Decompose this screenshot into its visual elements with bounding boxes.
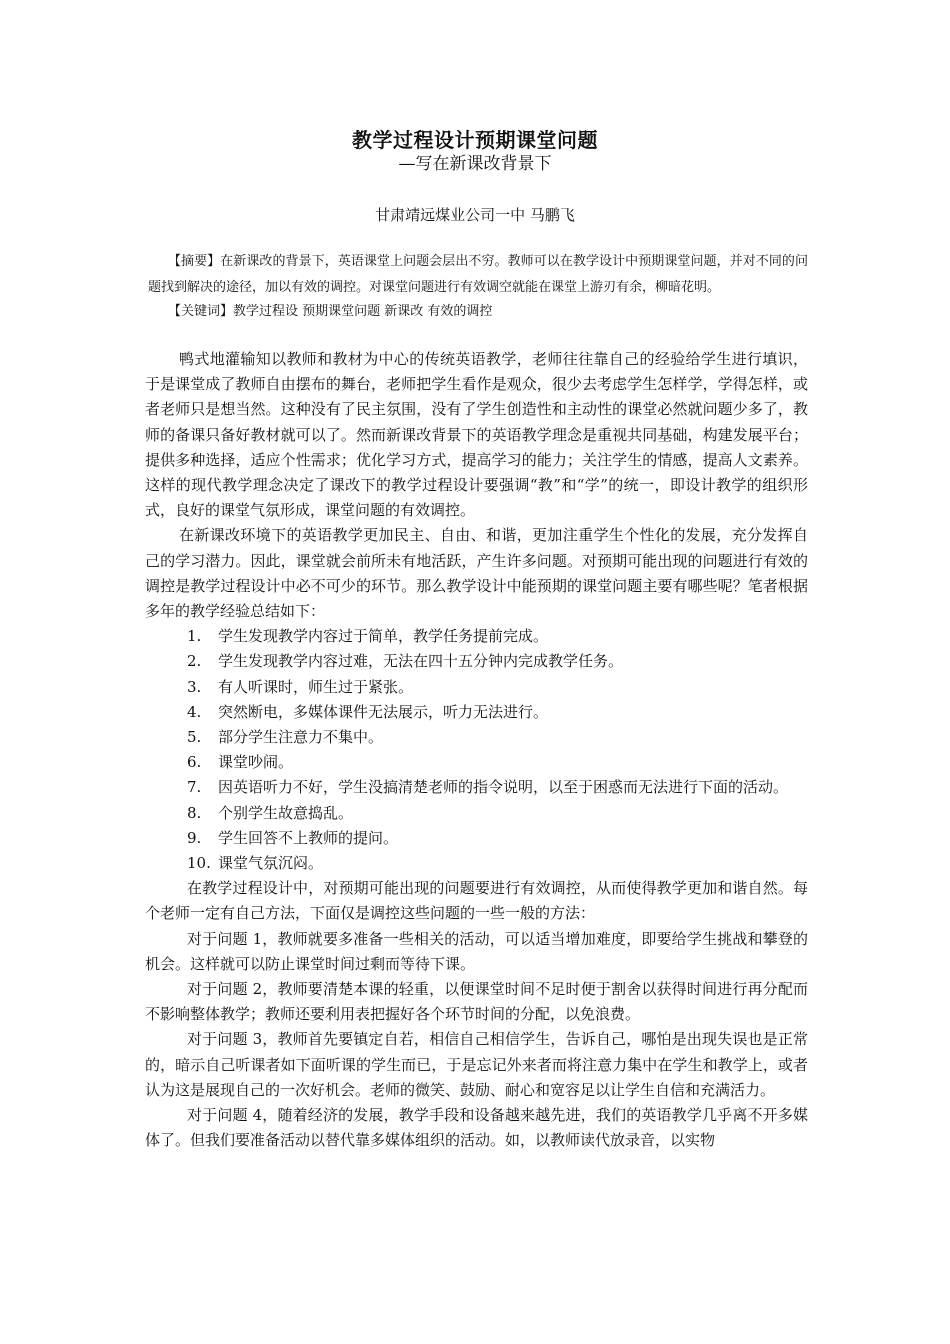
list-item — [145, 725, 808, 750]
list-item-text: 学生发现教学内容过于简单，教学任务提前完成。 — [218, 627, 549, 646]
paragraph-6: 对于问题 3，教师首先要镇定自若，相信自己相信学生，告诉自己，哪怕是出现失误也是正常的，暗示自己听课者如下面听课的学生而已，于是忘记外来者而将注意力集中在学生和教学上，或者认为这是展现自己的一次好机会。老师的微笑、鼓励、耐心和宽容足以让学生自信和充满活力。 — [145, 1030, 808, 1099]
keywords: 【关键词】教学过程设 预期课堂问题 新课改 有效的调控 — [168, 304, 493, 319]
list-item-number: 3. — [187, 677, 202, 696]
list-item-text: 学生回答不上教师的提问。 — [218, 828, 399, 847]
paragraph-5: 对于问题 2，教师要清楚本课的轻重，以便课堂时间不足时便于割舍以获得时间进行再分配而不影响整体教学；教师还要利用表把握好各个环节时间的分配，以免浪费。 — [145, 980, 808, 1024]
list-item-text: 课堂气氛沉闷。 — [218, 854, 324, 873]
paragraph-1: 鸭式地灌输知以教师和教材为中心的传统英语教学，老师往往靠自己的经验给学生进行填识，于是课堂成了教师自由摆布的舞台，老师把学生看作是观众，很少去考虑学生怎样学，学得怎样，或者老师只是想当然。这种没有了民主氛围，没有了学生创造性和主动性的课堂必然就问题少多了，教师的备课只备好教材就可以了。然而新课改背景下的英语教学理念是重视共同基础，构建发展平台；提供多种选择，适应个性需求；优化学习方式，提高学习的能力；关注学生的情感，提高人文素养。这样的现代教学理念决定了课改下的教学过程设计要强调“教”和“学”的统一，即设计教学的组织形式，良好的课堂气氛形成，课堂问题的有效调控。 — [145, 350, 808, 520]
list-item — [145, 851, 808, 876]
list-item-text: 部分学生注意力不集中。 — [218, 728, 384, 747]
list-item-text: 学生发现教学内容过难，无法在四十五分钟内完成教学任务。 — [218, 652, 624, 671]
list-item-number: 10. — [187, 854, 211, 873]
list-item — [145, 624, 808, 649]
list-item-text: 个别学生故意捣乱。 — [218, 803, 354, 822]
list-item — [145, 700, 808, 725]
paragraph-4: 对于问题 1，教师就要多准备一些相关的活动，可以适当增加难度，即要给学生挑战和攀登的机会。这样就可以防止课堂时间过剩而等待下课。 — [145, 929, 808, 973]
list-item-text: 有人听课时，师生过于紧张。 — [218, 677, 414, 696]
list-item-number: 5. — [187, 728, 202, 747]
list-item-number: 8. — [187, 803, 202, 822]
abstract: 【摘要】在新课改的背景下，英语课堂上问题会层出不穷。教师可以在教学设计中预期课堂问题，并对不同的问题找到解决的途径，加以有效的调控。对课堂问题进行有效调空就能在课堂上游刃有余，柳暗花明。 — [148, 254, 808, 295]
list-item — [145, 826, 808, 851]
list-item — [145, 750, 808, 775]
list-item-text: 突然断电，多媒体课件无法展示，听力无法进行。 — [218, 702, 549, 721]
document-subtitle: —写在新课改背景下 — [398, 154, 552, 174]
list-item-number: 6. — [187, 753, 202, 772]
list-item-number: 4. — [187, 702, 202, 721]
list-item-number: 2. — [187, 652, 202, 671]
list-item-text: 课堂吵闹。 — [218, 753, 294, 772]
list-item — [145, 675, 808, 700]
document-title: 教学过程设计预期课堂问题 — [352, 128, 598, 152]
article-body — [145, 347, 808, 1154]
paragraph-7: 对于问题 4，随着经济的发展，教学手段和设备越来越先进，我们的英语教学几乎离不开多媒体了。但我们要准备活动以替代靠多媒体组织的活动。如，以教师读代放录音，以实物 — [145, 1106, 808, 1150]
list-item — [145, 801, 808, 826]
list-item — [145, 775, 808, 800]
paragraph-2: 在新课改环境下的英语教学更加民主、自由、和谐，更加注重学生个性化的发展，充分发挥自己的学习潜力。因此，课堂就会前所未有地活跃，产生许多问题。对预期可能出现的问题进行有效的调控是教学过程设计中必不可少的环节。那么教学设计中能预期的课堂问题主要有哪些呢？笔者根据多年的教学经验总结如下： — [145, 526, 808, 621]
paragraph-3: 在教学过程设计中，对预期可能出现的问题要进行有效调控，从而使得教学更加和谐自然。每个老师一定有自己方法，下面仅是调控这些问题的一些一般的方法： — [145, 879, 808, 923]
list-item-number: 1. — [187, 627, 202, 646]
list-item-number: 7. — [187, 778, 202, 797]
list-item — [145, 649, 808, 674]
author-line: 甘肃靖远煤业公司一中 马鹏飞 — [375, 206, 575, 224]
issues-list — [145, 624, 808, 876]
list-item-text: 因英语听力不好，学生没搞清楚老师的指令说明，以至于困惑而无法进行下面的活动。 — [218, 778, 789, 797]
list-item-number: 9. — [187, 828, 202, 847]
